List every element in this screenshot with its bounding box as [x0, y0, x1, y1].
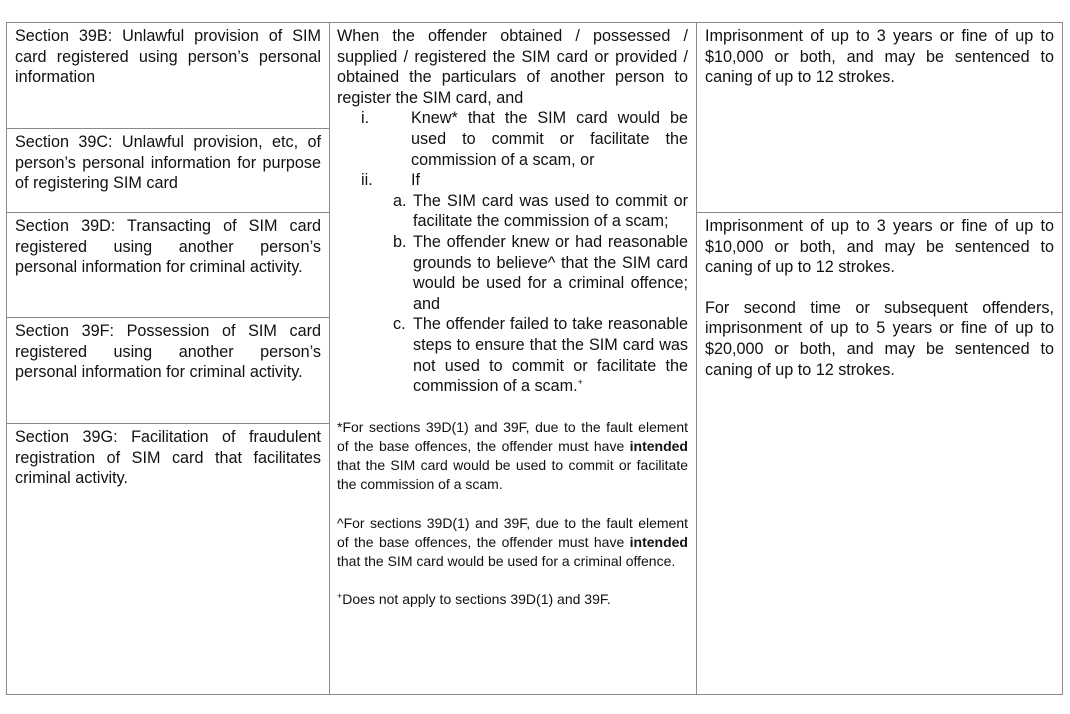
offence-label: Section 39F: Possession of SIM card registered using another person’s personal information for criminal activity. — [15, 322, 321, 382]
offence-cell-39d — [7, 213, 329, 318]
list-marker: a. — [393, 191, 407, 210]
offence-cell-39c — [7, 129, 329, 213]
penalty-cell-39b-39c — [697, 23, 1062, 213]
conditions-cell — [330, 23, 696, 694]
conditions-column — [330, 23, 697, 694]
footnote-text: that the SIM card would be used for a criminal offence. — [337, 552, 676, 569]
offence-label: Section 39D: Transacting of SIM card registered using another person’s personal information for criminal activity. — [15, 217, 321, 277]
sub-condition-list — [337, 191, 688, 397]
condition-item-ii — [337, 170, 688, 191]
footnote-plus — [337, 590, 688, 609]
sub-condition-a — [393, 191, 688, 232]
offence-label: Section 39B: Unlawful provision of SIM card registered using person’s personal information — [15, 27, 321, 87]
footnote-caret — [337, 514, 688, 572]
footnote-emphasis: intended — [629, 533, 688, 550]
penalty-repeat-offender-text: For second time or subsequent offenders, imprisonment of up to 5 years or fine of up to $20,000 or both, and may be sentenced to caning of up to 12 strokes. — [705, 298, 1054, 379]
sub-condition-b — [393, 232, 688, 314]
offence-cell-39f — [7, 318, 329, 424]
offence-label: Section 39C: Unlawful provision, etc, of person’s personal information for purpose of registering SIM card — [15, 133, 321, 193]
footnote-asterisk — [337, 418, 688, 495]
footnote-text: ^For sections 39D(1) and 39F, due to the fault element of the base offences, the offender must have — [337, 514, 688, 550]
sub-condition-text — [413, 314, 688, 396]
footnote-text: *For sections 39D(1) and 39F, due to the fault element of the base offences, the offender must have — [337, 418, 688, 454]
condition-text: If — [411, 171, 420, 190]
footnote-text: Does not apply to sections 39D(1) and 39F. — [342, 591, 611, 608]
list-marker: ii. — [361, 171, 373, 190]
offence-cell-39b — [7, 23, 329, 129]
list-marker: b. — [393, 232, 407, 251]
list-marker: c. — [393, 315, 406, 334]
sub-condition-body: The offender failed to take reasonable steps to ensure that the SIM card was not used to commit or facilitate the commission of a scam. — [413, 315, 688, 396]
list-marker: i. — [361, 109, 370, 128]
penalty-text: Imprisonment of up to 3 years or fine of up to $10,000 or both, and may be sentenced to caning of up to 12 strokes. — [705, 217, 1054, 277]
offence-column — [7, 23, 330, 694]
penalty-cell-39d-39g — [697, 213, 1062, 694]
sub-condition-text: The offender knew or had reasonable grounds to believe^ that the SIM card would be used for a criminal offence; and — [413, 232, 688, 313]
conditions-intro: When the offender obtained / possessed / supplied / registered the SIM card or provided / obtained the particulars of another person to register the SIM card, and — [337, 27, 688, 107]
offence-cell-39g — [7, 424, 329, 694]
penalty-text: Imprisonment of up to 3 years or fine of up to $10,000 or both, and may be sentenced to caning of up to 12 strokes. — [705, 27, 1054, 87]
condition-item-i — [337, 108, 688, 170]
sub-condition-c — [393, 314, 688, 396]
offence-label: Section 39G: Facilitation of fraudulent registration of SIM card that facilitates criminal activity. — [15, 428, 321, 488]
footnote-mark-plus: + — [577, 377, 583, 388]
footnote-text: that the SIM card would be used to commit or facilitate the commission of a scam. — [337, 457, 688, 493]
footnote-mark-plus: + — [337, 591, 343, 602]
condition-text: Knew* that the SIM card would be used to commit or facilitate the commission of a scam, or — [411, 109, 688, 169]
penalty-column — [697, 23, 1062, 694]
sub-condition-text: The SIM card was used to commit or facilitate the commission of a scam; — [413, 191, 688, 231]
sim-card-offences-table — [6, 22, 1063, 695]
footnote-emphasis: intended — [629, 437, 688, 454]
